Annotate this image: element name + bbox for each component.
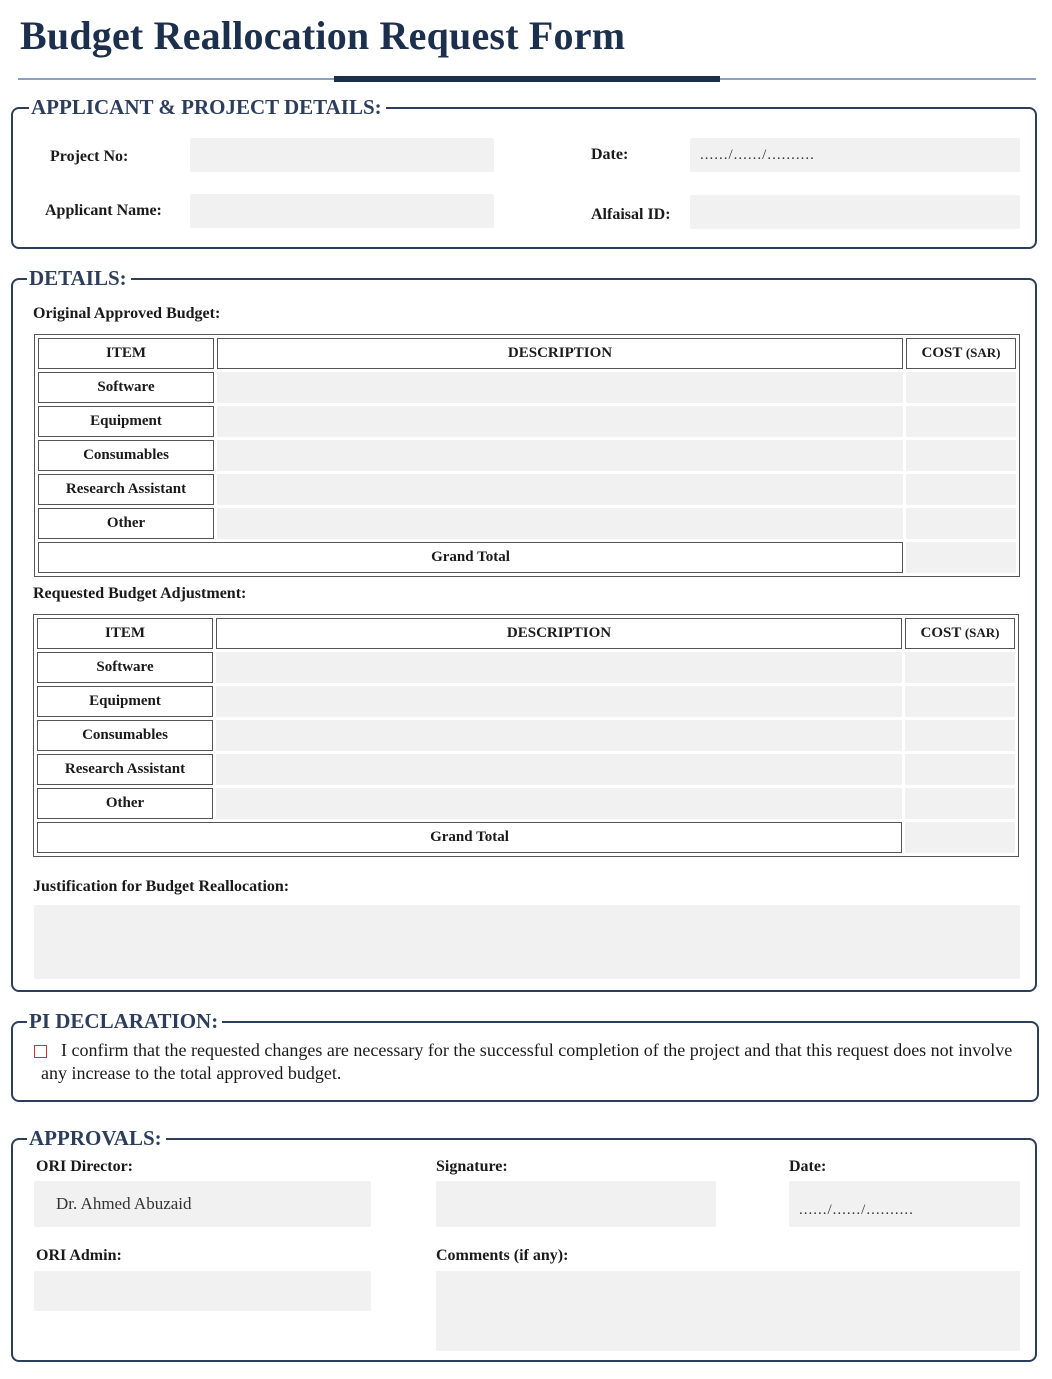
table-row: [38, 440, 1016, 471]
requested-description-research-assistant[interactable]: [216, 754, 902, 785]
declaration-section-legend: PI DECLARATION:: [27, 1009, 222, 1033]
original-cost-research-assistant[interactable]: [906, 474, 1016, 505]
requested-item-software: Software: [37, 652, 213, 683]
page-title: Budget Reallocation Request Form: [20, 13, 626, 58]
approval-date-field[interactable]: [789, 1181, 1020, 1227]
applicant-section: [11, 95, 1037, 249]
details-section: [11, 266, 1037, 992]
original-description-header: DESCRIPTION: [217, 338, 903, 369]
requested-cost-software[interactable]: [905, 652, 1015, 683]
original-cost-equipment[interactable]: [906, 406, 1016, 437]
ori-director-label: ORI Director:: [36, 1158, 133, 1175]
original-item-equipment: Equipment: [38, 406, 214, 437]
table-row: [38, 508, 1016, 539]
original-item-other: Other: [38, 508, 214, 539]
requested-cost-header-label: COST: [920, 625, 962, 641]
table-row: [38, 542, 1016, 573]
project-no-field[interactable]: [190, 138, 494, 172]
approval-date-placeholder: ....../....../..........: [799, 1202, 914, 1218]
original-description-software[interactable]: [217, 372, 903, 403]
table-row: [38, 474, 1016, 505]
original-item-research-assistant: Research Assistant: [38, 474, 214, 505]
ori-director-field[interactable]: [34, 1181, 371, 1227]
original-description-consumables[interactable]: [217, 440, 903, 471]
applicant-section-legend: APPLICANT & PROJECT DETAILS:: [29, 95, 386, 119]
table-row: [38, 406, 1016, 437]
project-no-label: Project No:: [50, 148, 129, 165]
alfaisal-id-label: Alfaisal ID:: [591, 206, 671, 223]
original-description-other[interactable]: [217, 508, 903, 539]
approvals-section-legend: APPROVALS:: [27, 1126, 166, 1150]
original-cost-header-label: COST: [921, 345, 963, 361]
requested-item-consumables: Consumables: [37, 720, 213, 751]
original-cost-other[interactable]: [906, 508, 1016, 539]
date-field[interactable]: ....../....../..........: [690, 138, 1020, 172]
requested-grand-total-cost[interactable]: [905, 822, 1015, 853]
requested-description-other[interactable]: [216, 788, 902, 819]
original-item-consumables: Consumables: [38, 440, 214, 471]
signature-field[interactable]: [436, 1181, 716, 1227]
approval-date-label: Date:: [789, 1158, 827, 1175]
comments-label: Comments (if any):: [436, 1247, 569, 1264]
original-description-equipment[interactable]: [217, 406, 903, 437]
justification-field[interactable]: [34, 905, 1020, 979]
date-label: Date:: [591, 146, 629, 163]
declaration-section: [11, 1009, 1039, 1102]
table-row: [37, 822, 1015, 853]
requested-cost-unit: (SAR): [964, 625, 1000, 640]
requested-cost-equipment[interactable]: [905, 686, 1015, 717]
original-cost-software[interactable]: [906, 372, 1016, 403]
requested-description-header: DESCRIPTION: [216, 618, 902, 649]
ori-director-value: Dr. Ahmed Abuzaid: [56, 1194, 192, 1213]
requested-item-header: ITEM: [37, 618, 213, 649]
signature-label: Signature:: [436, 1158, 508, 1175]
details-section-legend: DETAILS:: [27, 266, 131, 290]
requested-item-equipment: Equipment: [37, 686, 213, 717]
applicant-name-field[interactable]: [190, 194, 494, 228]
title-divider-accent: [334, 76, 720, 82]
original-cost-header: [906, 338, 1016, 369]
requested-cost-consumables[interactable]: [905, 720, 1015, 751]
table-row: [38, 372, 1016, 403]
requested-item-other: Other: [37, 788, 213, 819]
table-row: [37, 720, 1015, 751]
justification-label: Justification for Budget Reallocation:: [33, 878, 290, 895]
requested-grand-total-label: Grand Total: [37, 822, 902, 853]
alfaisal-id-field[interactable]: [690, 195, 1020, 229]
table-row: [37, 652, 1015, 683]
original-grand-total-label: Grand Total: [38, 542, 903, 573]
declaration-text-content: I confirm that the requested changes are necessary for the successful completion of the project and that this request does not involve any increase to the total approved budget.: [41, 1040, 1013, 1083]
requested-cost-header: [905, 618, 1015, 649]
original-budget-table: [34, 334, 1020, 577]
approvals-section: [11, 1126, 1037, 1362]
requested-cost-research-assistant[interactable]: [905, 754, 1015, 785]
requested-cost-other[interactable]: [905, 788, 1015, 819]
requested-description-software[interactable]: [216, 652, 902, 683]
original-cost-unit: (SAR): [965, 345, 1001, 360]
ori-admin-label: ORI Admin:: [36, 1247, 122, 1264]
original-grand-total-cost[interactable]: [906, 542, 1016, 573]
declaration-text: [41, 1039, 1029, 1085]
requested-budget-title: Requested Budget Adjustment:: [33, 585, 247, 602]
comments-field[interactable]: [436, 1271, 1020, 1351]
requested-budget-table: [33, 614, 1019, 857]
original-budget-title: Original Approved Budget:: [33, 305, 221, 322]
original-item-header: ITEM: [38, 338, 214, 369]
requested-description-consumables[interactable]: [216, 720, 902, 751]
table-row: [37, 788, 1015, 819]
requested-item-research-assistant: Research Assistant: [37, 754, 213, 785]
original-cost-consumables[interactable]: [906, 440, 1016, 471]
applicant-name-label: Applicant Name:: [45, 202, 162, 219]
original-item-software: Software: [38, 372, 214, 403]
original-description-research-assistant[interactable]: [217, 474, 903, 505]
requested-description-equipment[interactable]: [216, 686, 902, 717]
table-row: [37, 686, 1015, 717]
ori-admin-field[interactable]: [34, 1271, 371, 1311]
table-row: [37, 754, 1015, 785]
